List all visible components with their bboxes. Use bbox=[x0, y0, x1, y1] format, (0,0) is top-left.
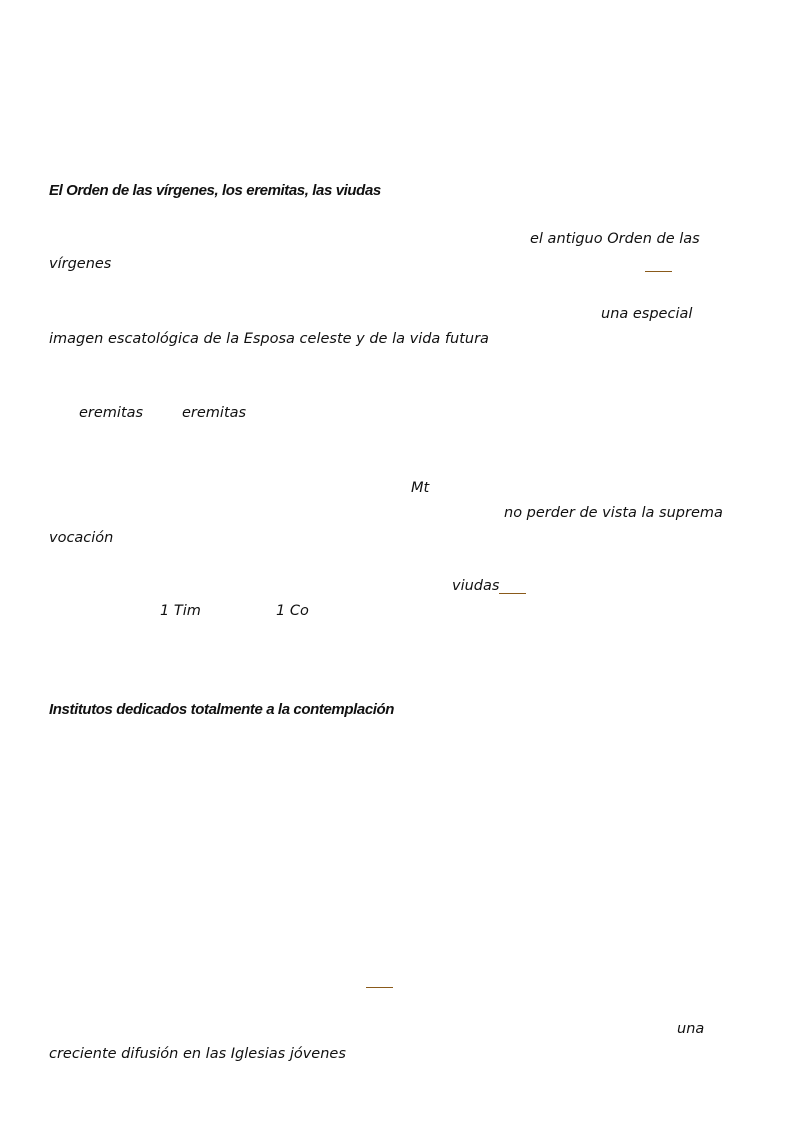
scripture-reference: 1 Tim bbox=[160, 603, 201, 619]
italic-fragment: creciente difusión en las Iglesias jóvenes bbox=[49, 1046, 346, 1062]
italic-fragment: el antiguo Orden de las bbox=[530, 231, 700, 247]
footnote-link-line[interactable] bbox=[499, 593, 526, 594]
footnote-link-line[interactable] bbox=[645, 271, 672, 272]
italic-fragment: imagen escatológica de la Esposa celeste y de la vida futura bbox=[49, 331, 489, 347]
section-heading-contemplation: Institutos dedicados totalmente a la contemplación bbox=[49, 701, 395, 718]
italic-fragment: viudas bbox=[452, 578, 500, 594]
section-heading-virgins: El Orden de las vírgenes, los eremitas, las viudas bbox=[49, 182, 381, 199]
scripture-reference: Mt bbox=[411, 480, 430, 496]
footnote-link-line[interactable] bbox=[366, 987, 393, 988]
italic-fragment: no perder de vista la suprema bbox=[504, 505, 723, 521]
scripture-reference: 1 Co bbox=[276, 603, 309, 619]
italic-fragment: eremitas bbox=[79, 405, 144, 421]
italic-fragment: una bbox=[677, 1021, 705, 1037]
italic-fragment: vocación bbox=[49, 530, 114, 546]
italic-fragment: una especial bbox=[601, 306, 693, 322]
italic-fragment: vírgenes bbox=[49, 256, 112, 272]
italic-fragment: eremitas bbox=[182, 405, 247, 421]
